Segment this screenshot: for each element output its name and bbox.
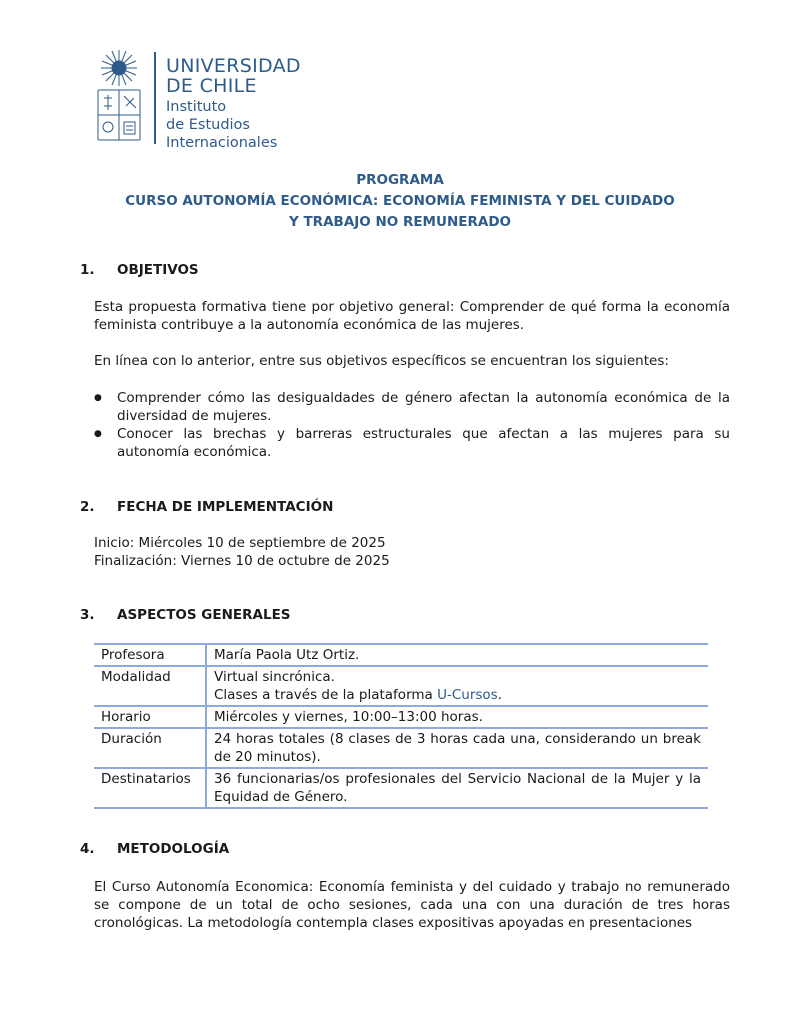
modalidad-line2: [214, 686, 701, 704]
row-label: Duración: [94, 728, 206, 768]
logo-university-line2: DE CHILE: [166, 75, 257, 97]
table-row: [94, 644, 708, 666]
row-value: [206, 666, 708, 706]
section-metodologia-heading: [80, 841, 229, 857]
fecha-finalizacion: Finalización: Viernes 10 de octubre de 2025: [94, 553, 390, 569]
title-line2: CURSO AUTONOMÍA ECONÓMICA: ECONOMÍA FEMINISTA Y DEL CUIDADO: [125, 193, 675, 209]
row-value: María Paola Utz Ortiz.: [206, 644, 708, 666]
logo-wordmark: [166, 48, 301, 152]
section-title: ASPECTOS GENERALES: [117, 607, 291, 623]
section-title: METODOLOGÍA: [117, 841, 230, 857]
aspectos-generales-table: [94, 643, 708, 809]
row-label: Profesora: [94, 644, 206, 666]
table-row: [94, 706, 708, 728]
section-aspectos-heading: [80, 607, 291, 623]
section-number: 3.: [80, 607, 95, 623]
list-item: ● Conocer las brechas y barreras estructurales que afectan a las mujeres para su autonomía económica.: [94, 425, 730, 461]
table-row: [94, 666, 708, 706]
u-cursos-link[interactable]: U-Cursos: [437, 687, 498, 703]
section-title: FECHA DE IMPLEMENTACIÓN: [117, 499, 334, 515]
row-label: Destinatarios: [94, 768, 206, 808]
section-number: 4.: [80, 841, 95, 857]
section-number: 2.: [80, 499, 95, 515]
logo-divider: [154, 52, 156, 144]
objetivos-list: [94, 389, 730, 461]
logo-university-line1: UNIVERSIDAD: [166, 55, 301, 77]
logo-institute-line2: de Estudios: [166, 117, 250, 133]
logo-institute-line1: Instituto: [166, 99, 227, 115]
title-line3: Y TRABAJO NO REMUNERADO: [289, 214, 511, 230]
row-value: 24 horas totales (8 clases de 3 horas cada una, considerando un break de 20 minutos).: [206, 728, 708, 768]
row-label: Modalidad: [94, 666, 206, 706]
objetivo-general-text: Esta propuesta formativa tiene por objetivo general: Comprender de qué forma la economía feminista contribuye a la autonomía económica de las mujeres.: [94, 299, 730, 333]
modalidad-line2-text: Clases a través de la plataforma: [214, 687, 438, 703]
row-label: Horario: [94, 706, 206, 728]
university-logo: [96, 48, 301, 152]
section-number: 1.: [80, 262, 95, 278]
list-item: ● Comprender cómo las desigualdades de género afectan la autonomía económica de la diversidad de mujeres.: [94, 389, 730, 425]
modalidad-line1: Virtual sincrónica.: [214, 669, 335, 685]
section-title: OBJETIVOS: [117, 262, 199, 278]
section-fecha-heading: [80, 499, 333, 515]
metodologia-text: El Curso Autonomía Economica: Economía feminista y del cuidado y trabajo no remunerado se compone de un total de ocho sesiones, cada una con una duración de tres horas cronológicas. La metodología contempla clases expositivas apoyadas en presentaciones: [94, 879, 730, 931]
objetivos-especificos-intro: En línea con lo anterior, entre sus objetivos específicos se encuentran los siguientes:: [94, 353, 669, 369]
fecha-inicio: Inicio: Miércoles 10 de septiembre de 2025: [94, 535, 386, 551]
logo-institute-line3: Internacionales: [166, 135, 278, 151]
document-title: [0, 170, 800, 233]
row-value: 36 funcionarias/os profesionales del Servicio Nacional de la Mujer y la Equidad de Género.: [206, 768, 708, 808]
modalidad-line2-end: .: [497, 687, 503, 703]
row-value: Miércoles y viernes, 10:00–13:00 horas.: [206, 706, 708, 728]
title-line1: PROGRAMA: [356, 172, 444, 188]
table-row: [94, 768, 708, 808]
university-seal-icon: [96, 48, 142, 144]
table-row: [94, 728, 708, 768]
section-objetivos-heading: [80, 262, 199, 278]
